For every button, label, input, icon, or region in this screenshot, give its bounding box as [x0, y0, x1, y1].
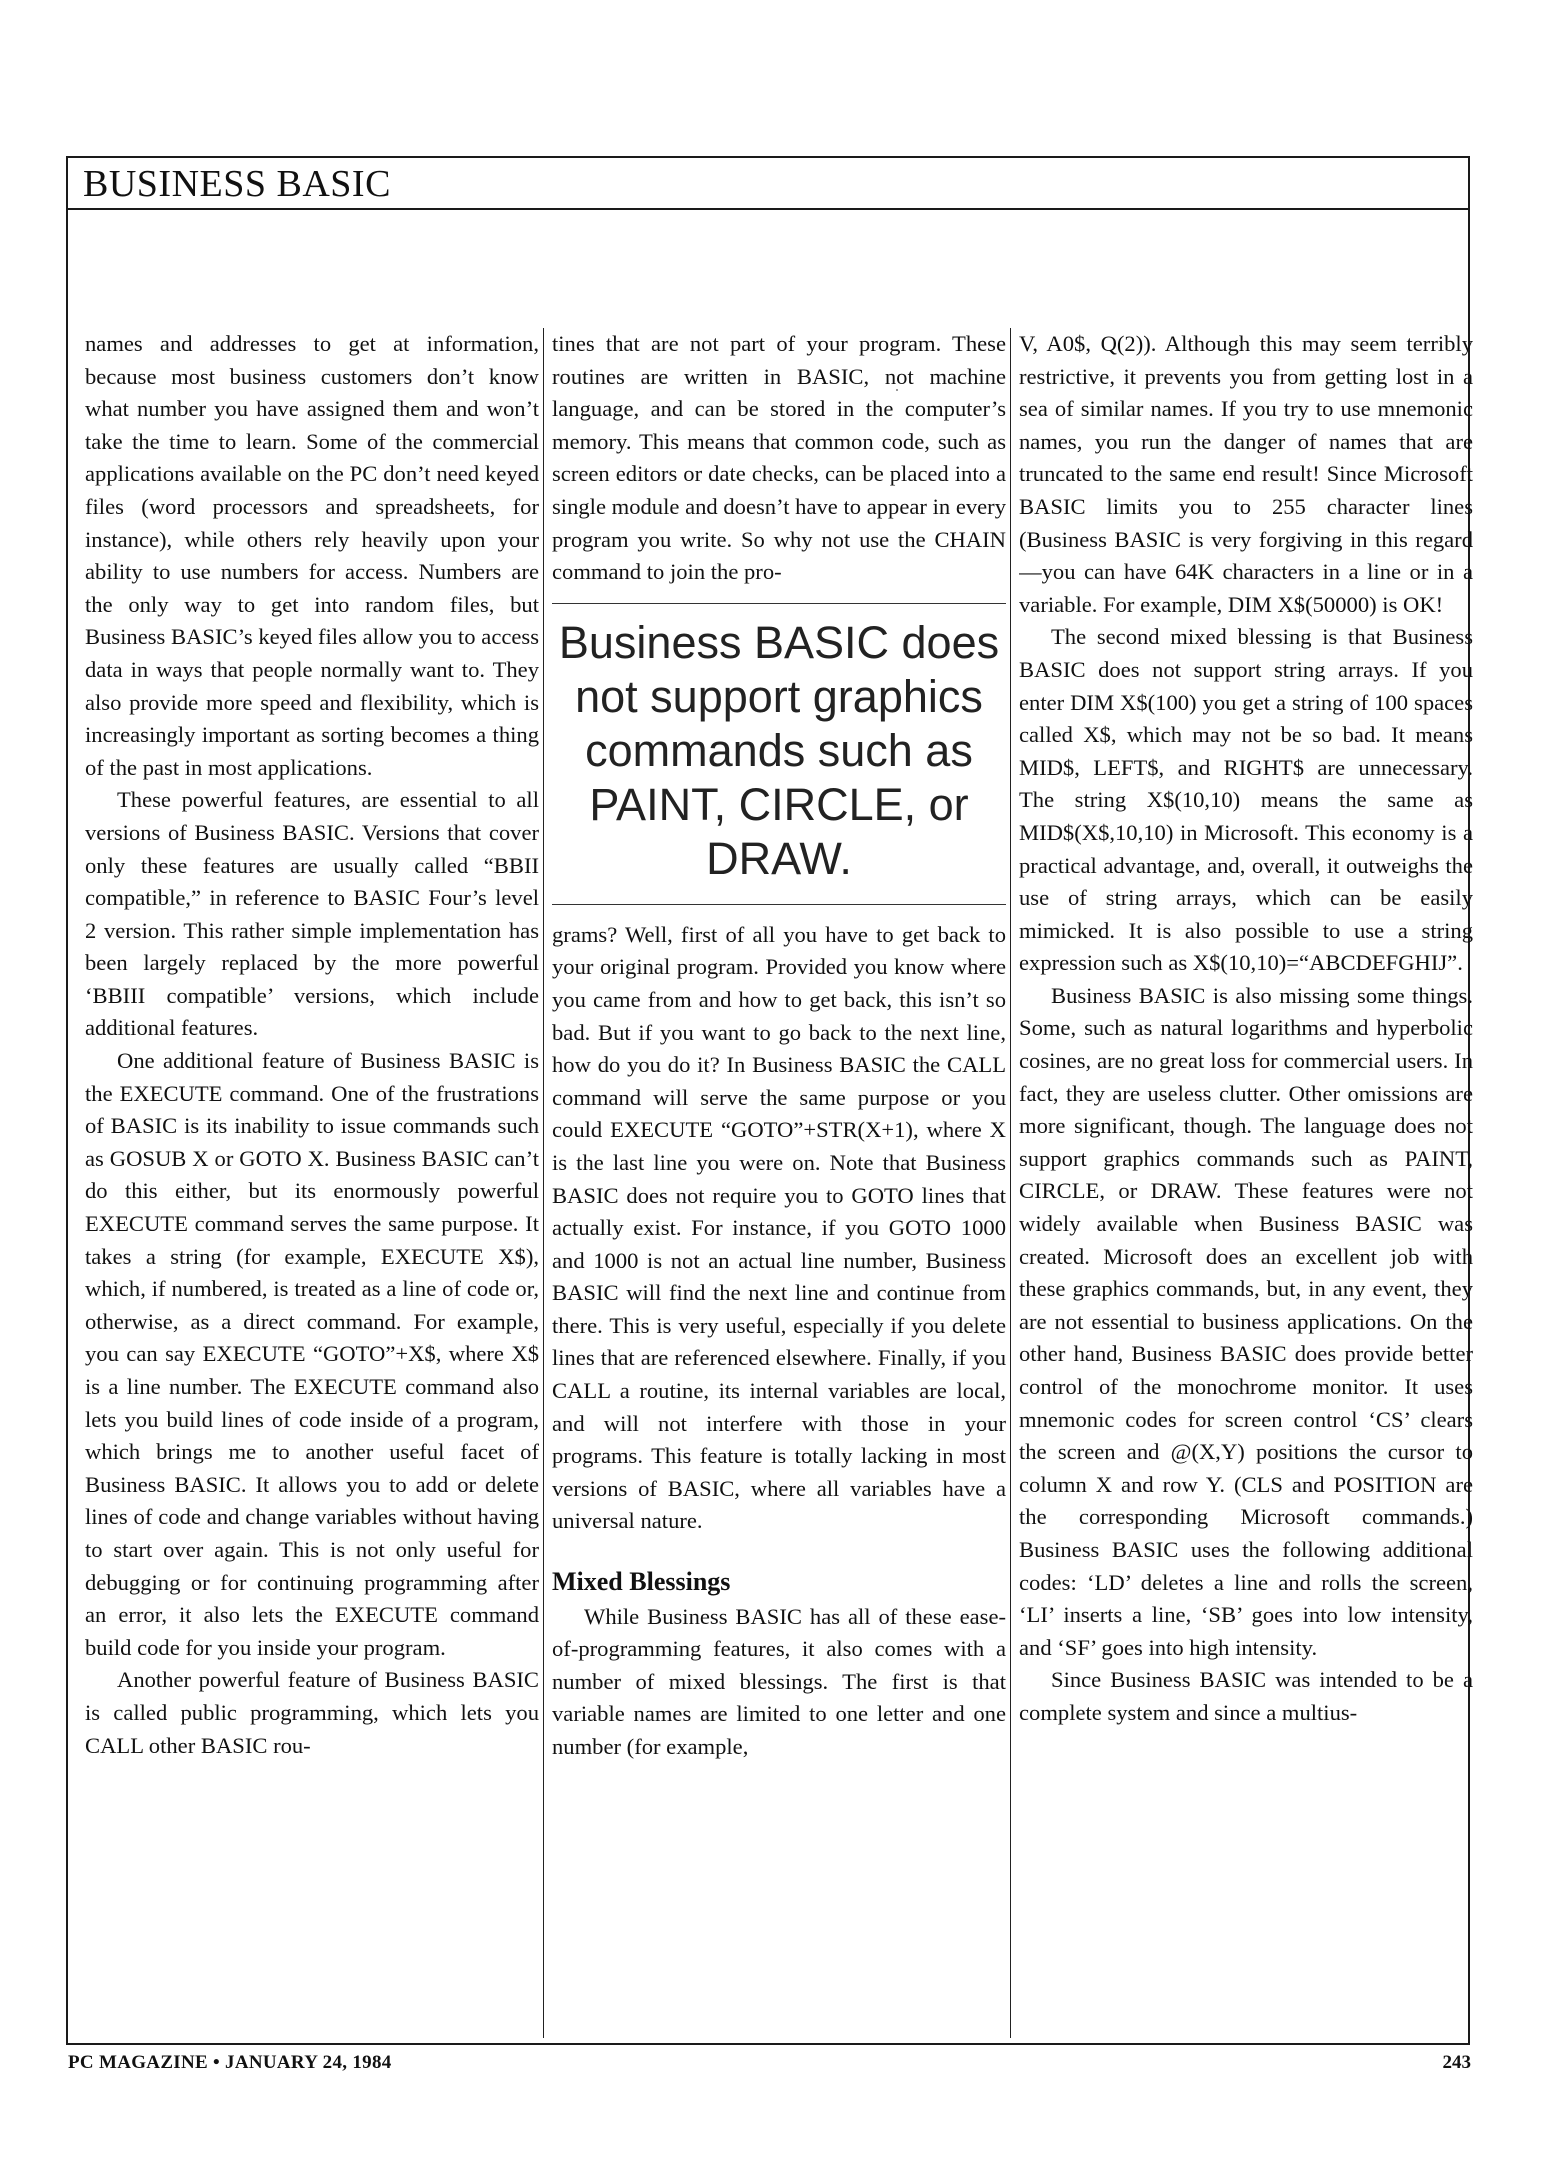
article-column-1 [85, 328, 539, 2038]
paragraph: Another powerful feature of Business BASIC is called public programming, which lets you CALL other BASIC rou- [85, 1667, 539, 1758]
paragraph: Since Business BASIC was intended to be a complete system and since a multius- [1019, 1667, 1473, 1725]
paragraph: These powerful features, are essential to all versions of Business BASIC. Versions that cover only these features are usually called “BBII compatible,” in reference to BASIC Four’s level 2 version. This rather simple implementation has been largely replaced by the more powerful ‘BBIII compatible’ versions, which include additional features. [85, 787, 539, 1041]
paragraph: Business BASIC is also missing some things. Some, such as natural logarithms and hyperbolic cosines, are no great loss for commercial users. In fact, they are useless clutter. Other omissions are more significant, though. The language does not support graphics commands such as PAINT, CIRCLE, or DRAW. These features were not widely available when Business BASIC was created. Microsoft does an excellent job with these graphics commands, but, in any event, they are not essential to business applications. On the other hand, Business BASIC does provide better control of the monochrome monitor. It uses mnemonic codes for screen control ‘CS’ clears the screen and @(X,Y) positions the cursor to column X and row Y. (CLS and POSITION are the corresponding Microsoft commands.) Business BASIC uses the following additional codes: ‘LD’ deletes a line and rolls the screen, ‘LI’ inserts a line, ‘SB’ goes into low intensity, and ‘SF’ goes into high intensity. [1019, 982, 1473, 1660]
subheading: Mixed Blessings [552, 1567, 731, 1597]
paragraph: The second mixed blessing is that Business BASIC does not support string arrays. If you enter DIM X$(100) you get a string of 100 spaces called X$, which may not be so bad. It means MID$, LEFT$, and RIGHT$ are unnecessary. The string X$(10,10) means the same as MID$(X$,10,10) in Microsoft. This economy is a practical advantage, and, overall, it outweighs the use of string arrays, which can be easily mimicked. It is also possible to use a string expression such as X$(10,10)=“ABCDEFGHIJ”. [1019, 624, 1473, 976]
paragraph: While Business BASIC has all of these ease-of-programming features, it also comes with a number of mixed blessings. The first is that variable names are limited to one letter and one number (for example, [552, 1603, 1006, 1759]
section-header [68, 158, 1468, 210]
article-column-2 [552, 328, 1006, 2038]
paragraph: V, A0$, Q(2)). Although this may seem terribly restrictive, it prevents you from getting lost in a sea of similar names. If you try to use mnemonic names, you run the danger of names that are truncated to the same end result! Since Microsoft BASIC limits you to 255 character lines (Business BASIC is very forgiving in this regard—you can have 64K characters in a line or in a variable. For example, DIM X$(50000) is OK! [1019, 331, 1473, 617]
pull-quote: Business BASIC does not support graphics commands such as PAINT, CIRCLE, or DRAW. [552, 603, 1006, 905]
column-divider [543, 328, 544, 2038]
page-frame [66, 156, 1473, 2045]
column-divider [1010, 328, 1011, 2038]
paragraph: One additional feature of Business BASIC is the EXECUTE command. One of the frustrations of BASIC is its inability to issue commands such as GOSUB X or GOTO X. Business BASIC can’t do this either, but its enormously powerful EXECUTE command serves the same purpose. It takes a string (for example, EXECUTE X$), which, if numbered, is treated as a line of code or, otherwise, as a direct command. For example, you can say EXECUTE “GOTO”+X$, where X$ is a line number. The EXECUTE command also lets you build lines of code inside of a program, which brings me to another useful facet of Business BASIC. It allows you to add or delete lines of code and change variables without having to start over again. This is not only useful for debugging or for continuing programming after an error, it also lets the EXECUTE command build code for you inside your program. [85, 1048, 539, 1660]
section-title: BUSINESS BASIC [83, 163, 391, 205]
article-column-3 [1019, 328, 1473, 2038]
paragraph: grams? Well, first of all you have to get back to your original program. Provided you know where you came from and how to get back, this isn’t so bad. But if you want to go back to the next line, how do you do it? In Business BASIC the CALL command will serve the same purpose or you could EXECUTE “GOTO”+STR(X+1), where X is the last line you were on. Note that Business BASIC does not require you to GOTO lines that actually exist. For instance, if you GOTO 1000 and 1000 is not an actual line number, Business BASIC will find the next line and continue from there. This is very useful, especially if you delete lines that are referenced elsewhere. Finally, if you CALL a routine, its internal variables are local, and will not interfere with those in your programs. This feature is totally lacking in most versions of BASIC, where all variables have a universal nature. [552, 921, 1006, 1534]
page-number: 243 [1442, 2052, 1471, 2073]
paragraph: names and addresses to get at information, because most business customers don’t know what number you have assigned them and won’t take the time to learn. Some of the commercial applications available on the PC don’t need keyed files (word processors and spreadsheets, for instance), while others rely heavily upon your ability to use numbers for access. Numbers are the only way to get into random files, but Business BASIC’s keyed files allow you to access data in ways that people normally want to. They also provide more speed and flexibility, which is increasingly important as sorting becomes a thing of the past in most applications. [85, 331, 539, 780]
publication-footer: PC MAGAZINE • JANUARY 24, 1984 [68, 2052, 392, 2073]
paragraph: tines that are not part of your program. These routines are written in BASIC, not machine language, and can be stored in the computer’s memory. This means that common code, such as screen editors or date checks, can be placed into a single module and doesn’t have to appear in every program you write. So why not use the CHAIN command to join the pro- [552, 331, 1006, 585]
